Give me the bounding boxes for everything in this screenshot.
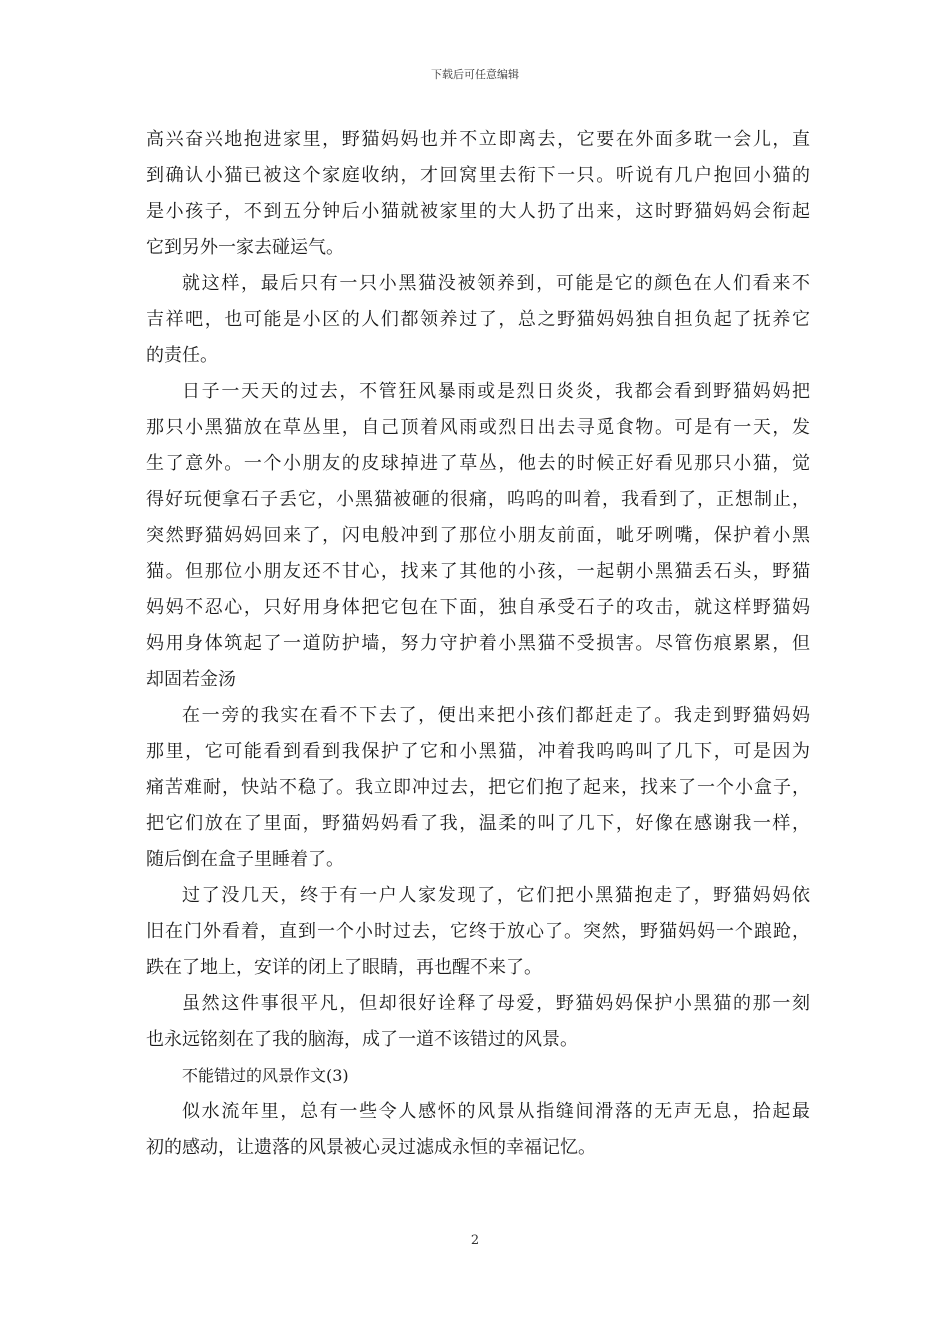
text-line: 生了意外。一个小朋友的皮球掉进了草丛，他去的时候正好看见那只小猫，觉 [146, 453, 810, 474]
text-line: 似水流年里，总有一些令人感怀的风景从指缝间滑落的无声无息，拾起最 [182, 1101, 810, 1122]
paragraph [146, 698, 810, 878]
paragraph [146, 374, 810, 698]
text-line: 那里，它可能看到看到我保护了它和小黑猫，冲着我呜呜叫了几下，可是因为 [146, 741, 810, 762]
text-line: 就这样，最后只有一只小黑猫没被领养到，可能是它的颜色在人们看来不 [182, 273, 810, 294]
text-line: 也永远铭刻在了我的脑海，成了一道不该错过的风景。 [146, 1029, 578, 1050]
text-line: 是小孩子，不到五分钟后小猫就被家里的大人扔了出来，这时野猫妈妈会衔起 [146, 201, 810, 222]
paragraph [146, 122, 810, 266]
text-line: 到确认小猫已被这个家庭收纳，才回窝里去衔下一只。听说有几户抱回小猫的 [146, 165, 810, 186]
text-line: 旧在门外看着，直到一个小时过去，它终于放心了。突然，野猫妈妈一个踉跄， [146, 921, 810, 942]
text-line: 的责任。 [146, 345, 218, 366]
document-body [146, 122, 810, 1166]
paragraph [146, 1094, 810, 1166]
paragraph [146, 986, 810, 1058]
text-line: 猫。但那位小朋友还不甘心，找来了其他的小孩，一起朝小黑猫丢石头，野猫 [146, 561, 810, 582]
text-line: 却固若金汤 [146, 669, 236, 690]
text-line: 过了没几天，终于有一户人家发现了，它们把小黑猫抱走了，野猫妈妈依 [182, 885, 810, 906]
text-line: 痛苦难耐，快站不稳了。我立即冲过去，把它们抱了起来，找来了一个小盒子， [146, 777, 810, 798]
text-line: 把它们放在了里面，野猫妈妈看了我，温柔的叫了几下，好像在感谢我一样， [146, 813, 810, 834]
text-line: 跌在了地上，安详的闭上了眼睛，再也醒不来了。 [146, 957, 542, 978]
text-line: 日子一天天的过去，不管狂风暴雨或是烈日炎炎，我都会看到野猫妈妈把 [182, 381, 810, 402]
page-header: 下载后可任意编辑 [431, 68, 519, 81]
section-heading [146, 1058, 810, 1094]
text-line: 高兴奋兴地抱进家里，野猫妈妈也并不立即离去，它要在外面多耽一会儿，直 [146, 129, 810, 150]
text-line: 不能错过的风景作文(3) [182, 1066, 349, 1085]
text-line: 那只小黑猫放在草丛里，自己顶着风雨或烈日出去寻觅食物。可是有一天，发 [146, 417, 810, 438]
page-number: 2 [470, 1233, 480, 1248]
paragraph [146, 878, 810, 986]
text-line: 得好玩便拿石子丢它，小黑猫被砸的很痛，呜呜的叫着，我看到了，正想制止， [146, 489, 810, 510]
text-line: 随后倒在盒子里睡着了。 [146, 849, 344, 870]
text-line: 吉祥吧，也可能是小区的人们都领养过了，总之野猫妈妈独自担负起了抚养它 [146, 309, 810, 330]
text-line: 突然野猫妈妈回来了，闪电般冲到了那位小朋友前面，呲牙咧嘴，保护着小黑 [146, 525, 810, 546]
text-line: 妈妈不忍心，只好用身体把它包在下面，独自承受石子的攻击，就这样野猫妈 [146, 597, 810, 618]
paragraph [146, 266, 810, 374]
text-line: 初的感动，让遗落的风景被心灵过滤成永恒的幸福记忆。 [146, 1137, 596, 1158]
text-line: 虽然这件事很平凡，但却很好诠释了母爱，野猫妈妈保护小黑猫的那一刻 [182, 993, 810, 1014]
text-line: 在一旁的我实在看不下去了，便出来把小孩们都赶走了。我走到野猫妈妈 [182, 705, 810, 726]
text-line: 它到另外一家去碰运气。 [146, 237, 344, 258]
text-line: 妈用身体筑起了一道防护墙，努力守护着小黑猫不受损害。尽管伤痕累累，但 [146, 633, 810, 654]
